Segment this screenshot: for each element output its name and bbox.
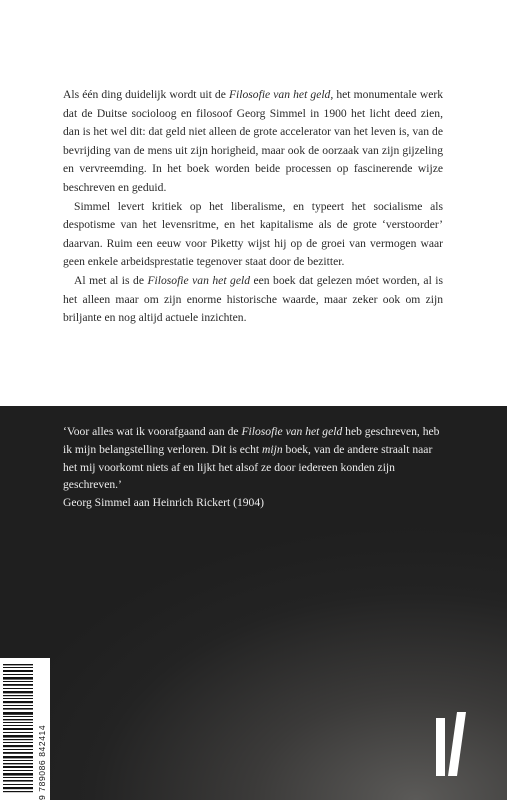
isbn-number [35, 658, 49, 800]
quote-start: ‘Voor alles wat ik voorafgaand aan de [63, 425, 242, 438]
blurb-text [63, 86, 443, 328]
blurb-paragraph-1 [63, 86, 443, 198]
quote-book-title: Filosofie van het geld [241, 425, 343, 438]
isbn-digits-text: 9 789086 842414 [37, 724, 47, 800]
blurb-p3-start: Al met al is de [74, 273, 148, 287]
book-title-italic: Filosofie van het geld, [228, 88, 334, 101]
publisher-logo-icon [436, 712, 466, 781]
quote-end: boek, van de andere straalt naar het mij voorkomt niets af en lijkt het alsof ze door iedereen konden zijn geschreven.’ [63, 442, 433, 492]
blurb-p1-rest: het monumentale werk dat de Duitse socioloog en filosoof Georg Simmel in 1900 het licht deed zien, dan is het wel dit: dat geld niet alleen de grote accelerator van het leven is, van de bevrijding van de mens uit zijn horigheid, maar ook de oorzaak van zijn gijzeling en vervreemding. In het boek worden beide processen op fascinerende wijze beschreven en geduid. [63, 88, 444, 194]
book-title-italic: Filosofie van het geld [147, 273, 250, 287]
quote-emphasis: mijn [262, 442, 283, 456]
blurb-p1-start: Als één ding duidelijk wordt uit de [63, 88, 229, 101]
isbn-barcode [0, 658, 50, 800]
quote-attribution: Georg Simmel aan Heinrich Rickert (1904) [63, 496, 265, 510]
blurb-paragraph-3 [63, 272, 443, 328]
blurb-paragraph-2: Simmel levert kritiek op het liberalisme, en typeert het socialisme als despotisme van het levensritme, en het kapitalisme als de grote ‘verstoorder’ daarvan. Ruim een eeuw voor Piketty wijst hij op de groei van vermogen waar geen enkele arbeidsprestatie tegenover staat door de bezitter. [63, 199, 443, 269]
quote-block [63, 423, 443, 512]
blurb-p3-rest: een boek dat gelezen móet worden, al is het alleen maar om zijn enorme historische waarde, maar zeker ook om zijn briljante en nog altijd actuele inzichten. [63, 273, 444, 325]
quote-middle: heb geschreven, heb ik mijn belangstelling verloren. Dit is echt [63, 425, 440, 456]
quote-text [63, 423, 443, 494]
